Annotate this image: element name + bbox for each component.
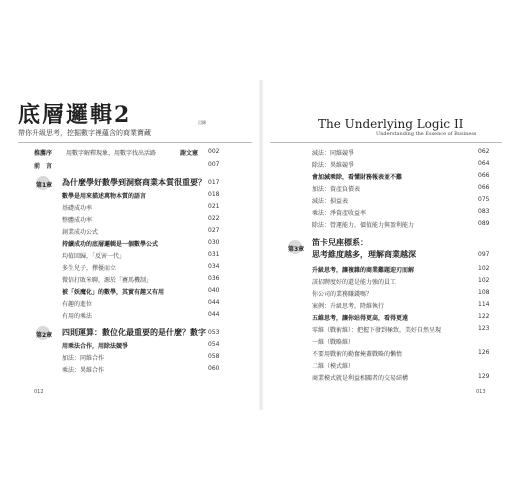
page-number-right: 013 — [476, 389, 486, 395]
toc-entry: 微信打敗米聊，源於「賽馬機制」 — [62, 277, 153, 284]
toc-entry-page: 044 — [208, 311, 220, 318]
toc-entry: 加法：資產負債表 — [312, 186, 361, 193]
chapter-3-title-line1: 笛卡兒座標系： — [312, 238, 368, 247]
toc-entry-page: 066 — [478, 172, 490, 179]
toc-entry: 有用的乘法 — [62, 313, 93, 320]
preface-label: 推薦序 — [34, 150, 53, 157]
toc-entry-page: 030 — [208, 239, 220, 246]
toc-entry: 除法：營運能力，價值能力與盈利能力 — [312, 222, 415, 229]
toc-entry: 基礎成功率 — [62, 205, 93, 212]
toc-entry: 一維（戰略維） — [312, 339, 355, 346]
toc-entry-page: 083 — [478, 208, 490, 215]
toc-entry-page: 108 — [478, 289, 490, 296]
toc-entry: 不要用戰術的勤奮掩蓋戰略的懶惰 — [312, 351, 403, 358]
book-subtitle-chinese: 帶你升級思考，挖掘數字裡蘊含的商業寶藏 — [18, 129, 151, 137]
contents-badge: 目錄 — [198, 120, 206, 125]
toc-entry-page: 114 — [478, 301, 490, 308]
toc-entry: 有趣的進位 — [62, 301, 93, 308]
book-title-chinese: 底層邏輯2 — [18, 102, 132, 128]
chapter-2-label: 第2章 — [36, 332, 53, 339]
chapter-1-page: 017 — [208, 179, 220, 186]
toc-entry: 用乘法合作，用除法競爭 — [62, 343, 129, 350]
toc-entry-page: 018 — [208, 191, 220, 198]
toc-entry-page: 066 — [478, 184, 490, 191]
toc-entry-page: 031 — [208, 251, 220, 258]
header-rule-left — [18, 142, 252, 143]
toc-entry: 五維思考，讓你站得更高，看得更遠 — [312, 315, 409, 322]
toc-entry: 會加減乘除，看懂財務報表並不難 — [312, 174, 403, 181]
toc-entry: 加法：同維合作 — [62, 355, 105, 362]
chapter-3-title-line2: 思考維度越多，理解商業越深 — [312, 250, 416, 259]
toc-entry-page: 021 — [208, 203, 220, 210]
chapter-2-title: 四則運算：數位化最重要的是什麼？數字 — [62, 328, 206, 337]
toc-entry: 你公司的業務賺錢嗎？ — [312, 291, 373, 298]
toc-entry-page: 122 — [478, 313, 490, 320]
toc-entry: 被「妖魔化」的數學，其實有趣又有用 — [62, 289, 165, 296]
toc-entry-page: 040 — [208, 287, 220, 294]
toc-entry: 升級思考，讓複雜的商業難題迎刃而解 — [312, 267, 415, 274]
toc-entry: 二維（模式維） — [312, 363, 355, 370]
preface-author: 謝文憲 — [180, 150, 199, 157]
page-number-left: 012 — [34, 389, 44, 395]
toc-entry-page: 123 — [478, 325, 490, 332]
toc-entry-page: 129 — [478, 373, 490, 380]
book-spine — [258, 80, 264, 410]
toc-entry-page: 027 — [208, 227, 220, 234]
foreword-label: 前 言 — [34, 163, 53, 170]
toc-entry: 零維（戰術維）：把握下發到極致，美好自然呈現 — [312, 327, 442, 334]
toc-entry: 減法：損益表 — [312, 198, 349, 205]
toc-entry-page: 102 — [478, 277, 490, 284]
toc-entry: 該招聘度好的還是能力強的員工 — [312, 279, 397, 286]
book-subtitle-english: Understanding the Essence of Business — [376, 131, 477, 137]
foreword-page: 007 — [208, 161, 220, 168]
toc-entry: 減法：同維競爭 — [312, 150, 355, 157]
toc-entry-page: 036 — [208, 275, 220, 282]
toc-entry: 案例：升級思考，降維執行 — [312, 303, 385, 310]
toc-entry: 整體成功率 — [62, 217, 93, 224]
toc-entry: 持續成功的底層邏輯是一個數學公式 — [62, 241, 159, 248]
toc-entry-page: 062 — [478, 148, 490, 155]
toc-entry-page: 022 — [208, 215, 220, 222]
toc-entry-page: 075 — [478, 196, 490, 203]
toc-entry-page: 058 — [208, 353, 220, 360]
toc-entry-page: 044 — [208, 299, 220, 306]
toc-entry-page: 060 — [208, 365, 220, 372]
chapter-1-title: 為什麼學好數學到洞察商業本質很重要？ — [62, 178, 206, 187]
chapter-2-page: 053 — [208, 329, 220, 336]
chapter-3-label: 第3章 — [288, 246, 305, 253]
preface-title: 用數字解釋現象，用數字找出活路 — [66, 150, 157, 157]
toc-entry-page: 126 — [478, 349, 490, 356]
toc-entry-page: 054 — [208, 341, 220, 348]
toc-entry-page: 064 — [478, 160, 490, 167]
toc-entry: 乘法：淨資產收益率 — [312, 210, 367, 217]
toc-entry-page: 102 — [478, 265, 490, 272]
header-rule-right — [270, 142, 502, 143]
toc-entry-page: 089 — [478, 220, 490, 227]
toc-entry: 除法：異維競爭 — [312, 162, 355, 169]
toc-entry: 商業模式就是利益相關者的交易結構 — [312, 375, 409, 382]
chapter-3-page: 097 — [478, 251, 490, 258]
toc-entry: 數學是用來描述萬物本質的語言 — [62, 193, 147, 200]
preface-page: 002 — [208, 148, 220, 155]
toc-entry: 多生兒子，擇優而立 — [62, 265, 117, 272]
toc-entry-page: 034 — [208, 263, 220, 270]
book-title-english: The Underlying Logic II — [318, 117, 464, 131]
toc-entry: 創業成功公式 — [62, 229, 99, 236]
toc-entry: 乘法：異維合作 — [62, 367, 105, 374]
chapter-1-label: 第1章 — [36, 182, 53, 189]
toc-entry: 均值回歸，「反害一代」 — [62, 253, 126, 260]
